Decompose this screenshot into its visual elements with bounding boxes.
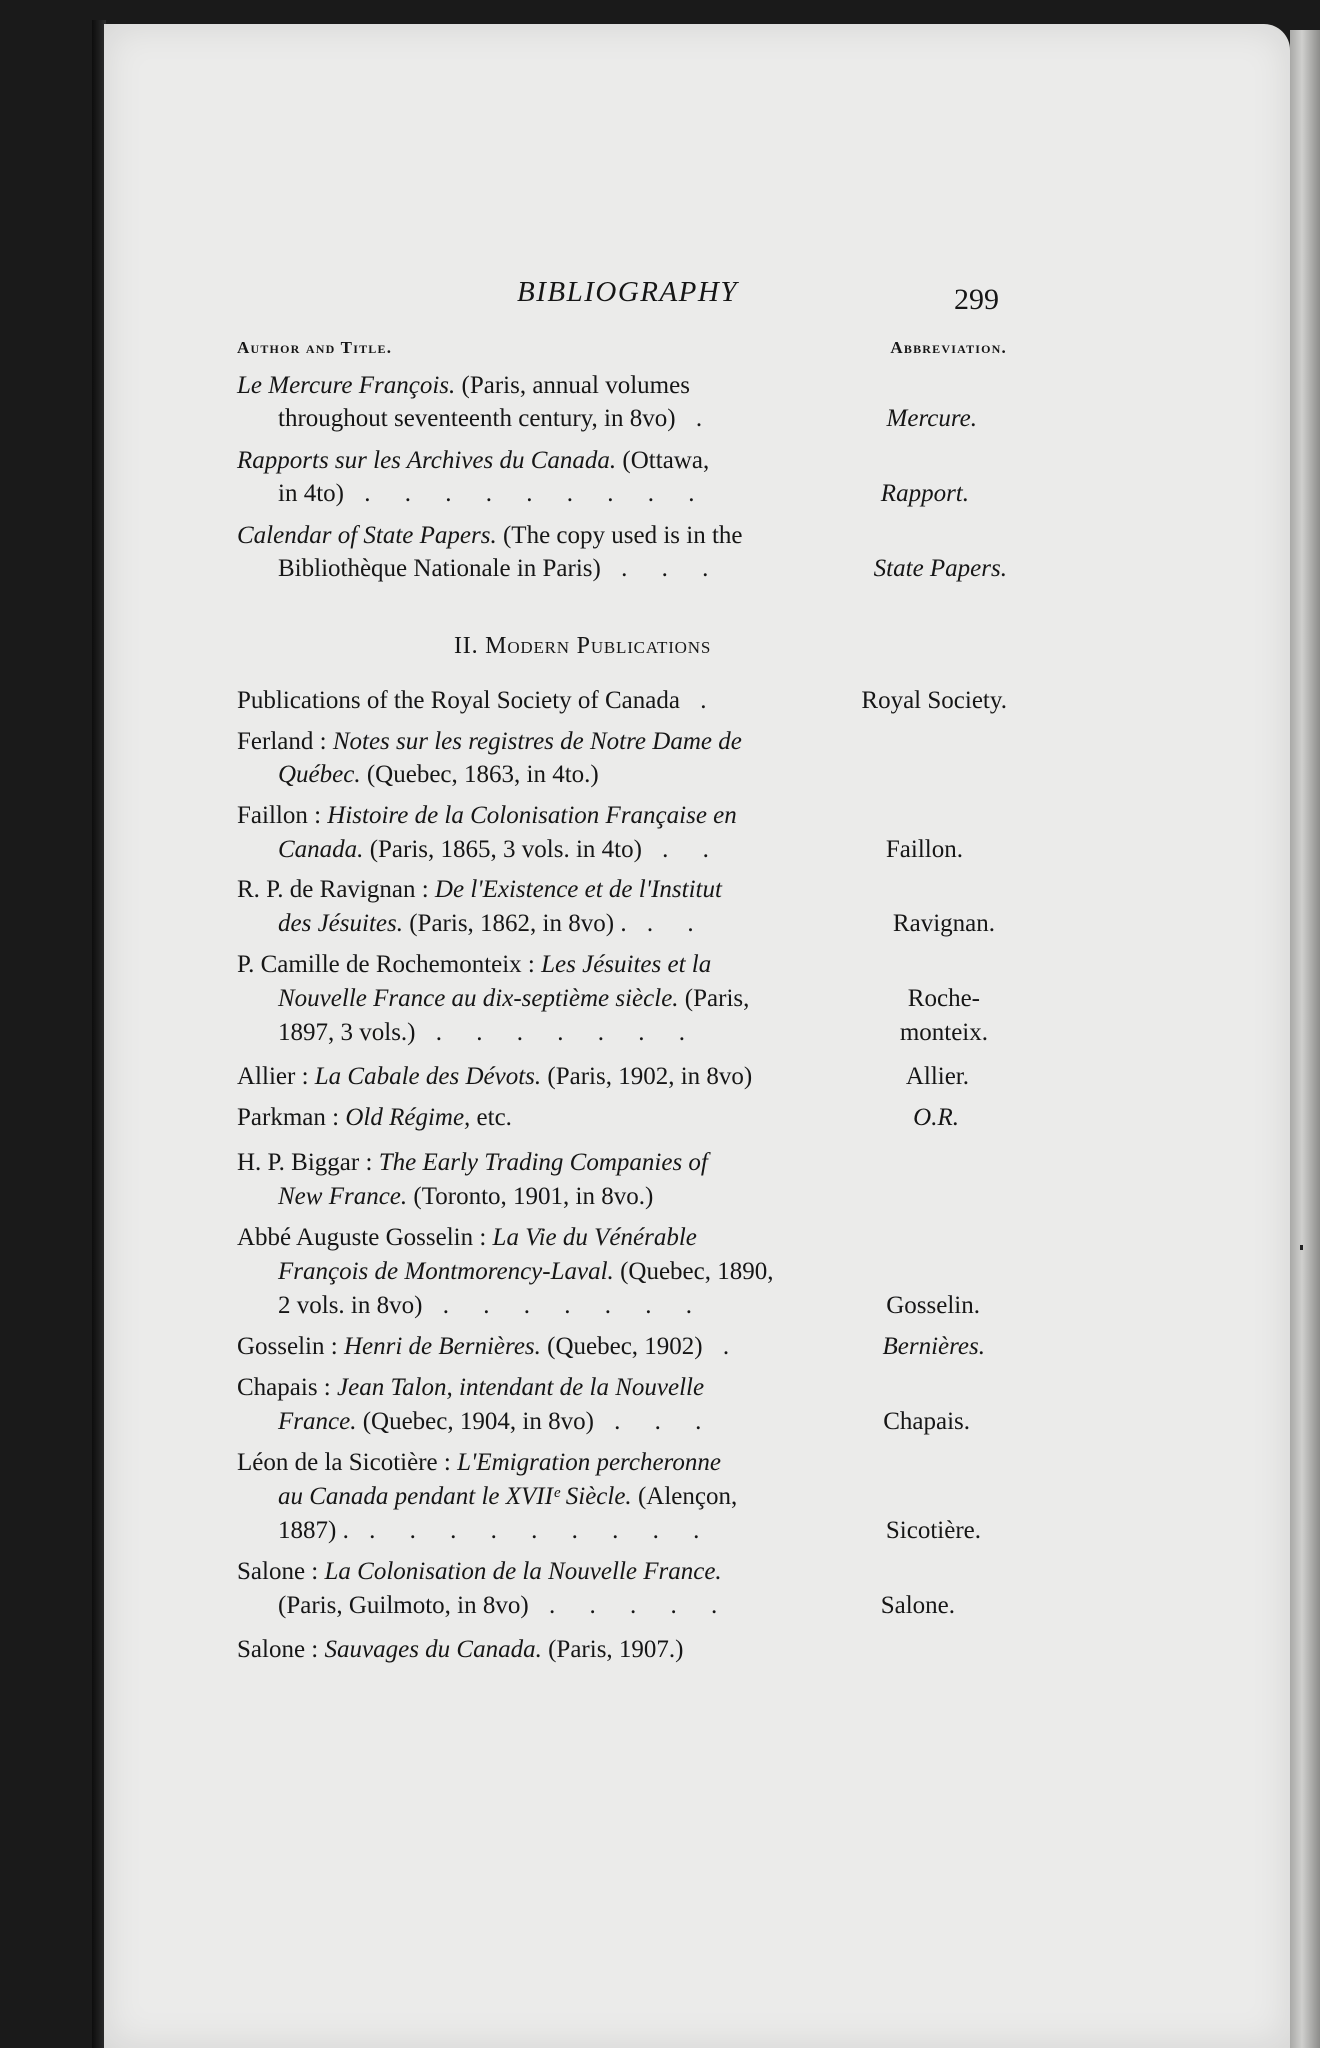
- leader-dots: . . . . . . . . .: [348, 1517, 714, 1544]
- page-number: 299: [954, 283, 999, 316]
- entry-text: Publications of the Royal Society of Canada: [237, 687, 680, 714]
- leader-dots: . . .: [600, 555, 723, 582]
- entry-text: (Ottawa,: [616, 447, 710, 474]
- leader-dots: . . .: [593, 1408, 716, 1435]
- section-title: II. Modern Publications: [454, 633, 712, 659]
- edge-mark: [1300, 1245, 1303, 1250]
- column-header-abbreviation: Abbreviation.: [890, 338, 1007, 357]
- entry-text: 1897, 3 vols.): [278, 1019, 416, 1046]
- entry-title: Canada.: [278, 836, 364, 863]
- entry-abbreviation: Salone.: [880, 1592, 955, 1619]
- leader-dots: .: [675, 405, 717, 432]
- entry-text: (Paris, annual volumes: [455, 372, 690, 399]
- entry-text: (The copy used is in the: [496, 522, 743, 549]
- entry-abbreviation: Ravignan.: [892, 910, 995, 937]
- entry-text: (Paris, 1902, in 8vo): [541, 1063, 753, 1090]
- entry-title: au Canada pendant le XVIIᵉ Siècle.: [278, 1483, 632, 1510]
- entry-text: (Quebec, 1890,: [613, 1258, 774, 1285]
- entry-text: 1887) .: [278, 1517, 349, 1544]
- leader-dots: . . . . .: [528, 1592, 732, 1619]
- entry-text: Bibliothèque Nationale in Paris): [278, 555, 601, 582]
- entry-author: H. P. Biggar :: [237, 1149, 379, 1176]
- column-header-author: Author and Title.: [237, 338, 393, 357]
- entry-title: Rapports sur les Archives du Canada.: [237, 447, 617, 474]
- entry-text: (Paris,: [678, 985, 750, 1012]
- entry-abbreviation: Mercure.: [886, 405, 977, 432]
- entry-text: (Alençon,: [631, 1483, 738, 1510]
- entry-abbreviation: Bernières.: [882, 1333, 985, 1360]
- entry-text: in 4to): [278, 480, 344, 507]
- leader-dots: .: [679, 687, 721, 714]
- entry-title: Le Mercure François.: [237, 372, 456, 399]
- entry-author: P. Camille de Rochemonteix :: [237, 951, 542, 978]
- entry-author: Gosselin :: [237, 1333, 344, 1360]
- entry-abbreviation: State Papers.: [873, 555, 1007, 582]
- entry-text: etc.: [470, 1104, 512, 1131]
- entry-author: Abbé Auguste Gosselin :: [237, 1224, 493, 1251]
- entry-title: Québec.: [278, 761, 361, 788]
- entry-abbreviation: Allier.: [905, 1063, 969, 1090]
- entry-text: (Quebec, 1863, in 4to.): [360, 761, 599, 788]
- leader-dots: . .: [641, 836, 723, 863]
- entry-title: des Jésuites.: [278, 910, 403, 937]
- entry-abbreviation: Gosselin.: [886, 1292, 980, 1319]
- entry-title: Notes sur les registres de Notre Dame de: [332, 728, 742, 755]
- entry-title: The Early Trading Companies of: [378, 1149, 708, 1176]
- entry-abbreviation: Sicotière.: [885, 1517, 981, 1544]
- entry-author: Léon de la Sicotière :: [237, 1449, 458, 1476]
- entry-title: La Vie du Vénérable: [492, 1224, 697, 1251]
- entry-author: Allier :: [237, 1063, 315, 1090]
- entry-text: (Paris, 1907.): [541, 1636, 684, 1663]
- entry-abbreviation: monteix.: [899, 1019, 988, 1046]
- running-title: BIBLIOGRAPHY: [517, 276, 738, 308]
- entry-abbreviation: Faillon.: [885, 836, 963, 863]
- entry-title: Sauvages du Canada.: [324, 1636, 542, 1663]
- entry-title: La Cabale des Dévots.: [314, 1063, 542, 1090]
- entry-abbreviation: O.R.: [913, 1104, 959, 1131]
- entry-author: R. P. de Ravignan :: [237, 876, 435, 903]
- leader-dots: .: [702, 1333, 744, 1360]
- leader-dots: . . . . . . .: [415, 1019, 699, 1046]
- entry-abbreviation: Chapais.: [883, 1408, 970, 1435]
- entry-text: throughout seventeenth century, in 8vo): [278, 405, 676, 432]
- entry-text: (Paris, 1865, 3 vols. in 4to): [363, 836, 642, 863]
- leader-dots: . .: [626, 910, 708, 937]
- entry-title: Jean Talon, intendant de la Nouvelle: [337, 1374, 705, 1401]
- entry-text: (Paris, 1862, in 8vo) .: [402, 910, 627, 937]
- entry-author: Ferland :: [237, 728, 333, 755]
- entry-title: Histoire de la Colonisation Française en: [327, 802, 737, 829]
- entry-title: François de Montmorency-Laval.: [278, 1258, 614, 1285]
- entry-author: Chapais :: [237, 1374, 337, 1401]
- entry-abbreviation: Roche-: [907, 985, 980, 1012]
- entry-title: France.: [278, 1408, 357, 1435]
- entry-title: Old Régime,: [345, 1104, 471, 1131]
- entry-abbreviation: Rapport.: [880, 480, 969, 507]
- entry-title: New France.: [278, 1183, 408, 1210]
- entry-author: Salone :: [237, 1636, 325, 1663]
- entry-abbreviation: Royal Society.: [861, 687, 1007, 714]
- page-edge: [1290, 30, 1320, 2048]
- entry-author: Salone :: [237, 1558, 325, 1585]
- entry-author: Faillon :: [237, 802, 328, 829]
- leader-dots: . . . . . . .: [422, 1292, 706, 1319]
- entry-title: Henri de Bernières.: [343, 1333, 541, 1360]
- entry-author: Parkman :: [237, 1104, 346, 1131]
- leader-dots: . . . . . . . . .: [343, 480, 709, 507]
- entry-text: (Toronto, 1901, in 8vo.): [407, 1183, 654, 1210]
- entry-title: La Colonisation de la Nouvelle France.: [324, 1558, 722, 1585]
- entry-title: Les Jésuites et la: [541, 951, 712, 978]
- entry-text: 2 vols. in 8vo): [278, 1292, 423, 1319]
- entry-title: De l'Existence et de l'Institut: [434, 876, 722, 903]
- entry-text: (Quebec, 1902): [540, 1333, 703, 1360]
- entry-title: L'Emigration percheronne: [457, 1449, 721, 1476]
- entry-text: (Paris, Guilmoto, in 8vo): [278, 1592, 529, 1619]
- entry-text: (Quebec, 1904, in 8vo): [356, 1408, 594, 1435]
- entry-title: Nouvelle France au dix-septième siècle.: [278, 985, 679, 1012]
- entry-title: Calendar of State Papers.: [237, 522, 497, 549]
